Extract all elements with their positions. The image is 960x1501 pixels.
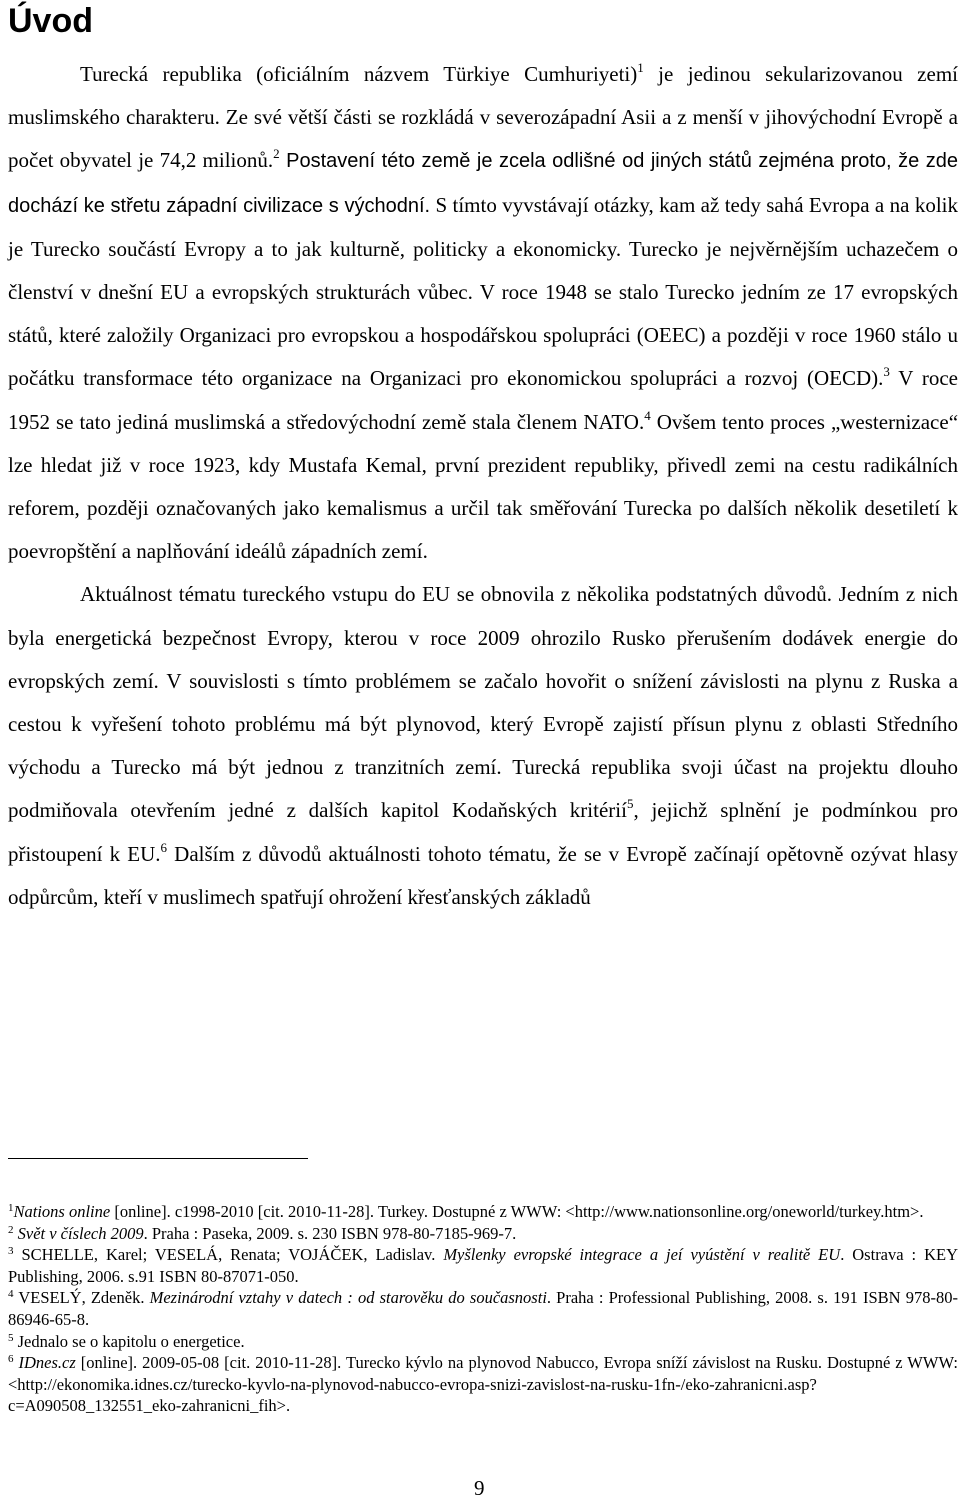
paragraph-2 bbox=[8, 573, 958, 919]
footnote-text: [online]. c1998-2010 [cit. 2010-11-28]. Turkey. Dostupné z WWW: <http://www.nationsonline.org/oneworld/turkey.htm>. bbox=[110, 1202, 924, 1221]
footnote-ref-4: 4 bbox=[644, 407, 651, 423]
footnote-3 bbox=[8, 1244, 958, 1287]
footnote-number: 6 bbox=[8, 1353, 14, 1366]
p1-sentence-2: je jedinou sekularizovanou zemí muslimského charakteru. Ze své větší části se rozkládá v severozápadní Asii a z menší v jihovýchodní Evropě a počet obyvatel je 74,2 milionů. bbox=[8, 62, 958, 173]
footnote-text: . Praha : Professional Publishing, 2008. s. 191 ISBN 978-80-86946-65-8. bbox=[8, 1288, 958, 1329]
footnote-ref-2: 2 bbox=[273, 146, 280, 162]
paragraph-1 bbox=[8, 53, 958, 573]
footnote-text: Jednalo se o kapitolu o energetice. bbox=[17, 1331, 245, 1351]
p2-sentence-1: Aktuálnost tématu tureckého vstupu do EU se obnovila z několika podstatných důvodů. Jedním z nich byla energetická bezpečnost Evropy, kterou v roce 2009 ohrozilo Rusko přerušením dodávek energie do evropských zemí. V souvislosti s tímto problémem se začalo hovořit o snížení závislosti na plynu z Ruska a cestou k vyřešení tohoto problému má být plynovod, který Evropě zajistí přísun plynu z oblasti Středního východu a Turecko má být jednou z tranzitních zemí. Turecká republika svoji účast na projektu dlouho podmiňovala otevřením jedné z dalších kapitol Kodaňských kritérií bbox=[8, 582, 958, 823]
footnote-number: 4 bbox=[8, 1288, 14, 1301]
footnotes bbox=[8, 1201, 958, 1417]
footnote-ref-6: 6 bbox=[160, 839, 168, 855]
footnote-separator bbox=[8, 1158, 308, 1159]
p1-sentence-4: S tímto vyvstávají otázky, kam až tedy sahá Evropa a na kolik je Turecko součástí Evropy a to jak kulturně, politicky a ekonomicky. Turecko je nejvěrnějším uchazečem o členství v dnešní EU a evropských strukturách vůbec. bbox=[8, 192, 958, 305]
footnote-text: . Ostrava : KEY Publishing, 2006. s.91 ISBN 80-87071-050. bbox=[8, 1245, 958, 1286]
footnote-source-title: Svět v číslech 2009 bbox=[17, 1223, 144, 1243]
footnote-text: . Praha : Paseka, 2009. s. 230 ISBN 978-80-7185-969-7. bbox=[143, 1223, 517, 1243]
footnote-6 bbox=[8, 1352, 958, 1417]
page-number: 9 bbox=[474, 1476, 485, 1500]
footnote-5 bbox=[8, 1331, 958, 1353]
footnote-number: 3 bbox=[8, 1245, 14, 1258]
footnote-ref-1: 1 bbox=[637, 60, 644, 75]
footnote-number: 1 bbox=[8, 1202, 14, 1214]
footnote-2 bbox=[8, 1223, 958, 1245]
footnote-source-title: Nations online bbox=[13, 1202, 111, 1221]
p1-sentence-7: Ovšem tento proces „westernizace“ lze hledat již v roce 1923, kdy Mustafa Kemal, první prezident republiky, přivedl zemi na cestu radikálních reforem, později označovaných jako kemalismus a určil tak směřování Turecka po dalších několik desetiletí k poevropštění a naplňování ideálů západních zemí. bbox=[8, 409, 959, 564]
p1-sentence-1: Turecká republika (oficiálním názvem Türkiye Cumhuriyeti) bbox=[80, 62, 638, 86]
footnote-1 bbox=[8, 1201, 958, 1223]
footnote-number: 5 bbox=[8, 1331, 14, 1344]
footnote-ref-3: 3 bbox=[883, 364, 890, 380]
p1-sentence-6: V roce 1952 se tato jediná muslimská a středovýchodní země stala členem NATO. bbox=[8, 366, 959, 434]
footnote-authors: VESELÝ, Zdeněk. bbox=[18, 1288, 150, 1308]
footnote-authors: SCHELLE, Karel; VESELÁ, Renata; VOJÁČEK, Ladislav. bbox=[21, 1245, 444, 1265]
footnote-number: 2 bbox=[8, 1223, 14, 1236]
footnote-source-title: IDnes.cz bbox=[18, 1353, 76, 1373]
footnote-source-title: Myšlenky evropské integrace a jeí vyústění v realitě EU bbox=[443, 1245, 841, 1265]
body-text bbox=[8, 53, 958, 919]
footnote-4 bbox=[8, 1287, 958, 1330]
p1-sentence-5: V roce 1948 se stalo Turecko jedním ze 17 evropských států, které založily Organizaci pro evropskou a hospodářskou spolupráci (OEEC) a později v roce 1960 stálo u počátku transformace této organizace na Organizaci pro ekonomickou spolupráci a rozvoj (OECD). bbox=[8, 280, 958, 391]
footnote-text: [online]. 2009-05-08 [cit. 2010-11-28]. Turecko kývlo na plynovod Nabucco, Evropa sníží závislost na Rusku. Dostupné z WWW: <http://ekonomika.idnes.cz/turecko-kyvlo-na-plynovod-nabucco-evropa-snizi-zavislost-na-rusku-1fn-/eko-zahranicni.asp?c=A090508_132551_eko-zahranicni_fih>. bbox=[8, 1353, 959, 1416]
footnote-source-title: Mezinárodní vztahy v datech : od starověku do současnosti bbox=[149, 1288, 547, 1308]
p1-sentence-3: Postavení této země je zcela odlišné od jiných států zejména proto, že zde dochází ke střetu západní civilizace s východní. bbox=[8, 150, 959, 217]
footnote-ref-5: 5 bbox=[626, 796, 634, 812]
p2-sentence-3: Dalším z důvodů aktuálnosti tohoto tématu, že se v Evropě začínají opětovně ozývat hlasy odpůrcům, kteří v muslimech spatřují ohrožení křesťanských základů bbox=[8, 841, 958, 909]
page-heading: Úvod bbox=[8, 2, 93, 40]
p2-sentence-2: , jejichž splnění je podmínkou pro přistoupení k EU. bbox=[8, 798, 958, 866]
